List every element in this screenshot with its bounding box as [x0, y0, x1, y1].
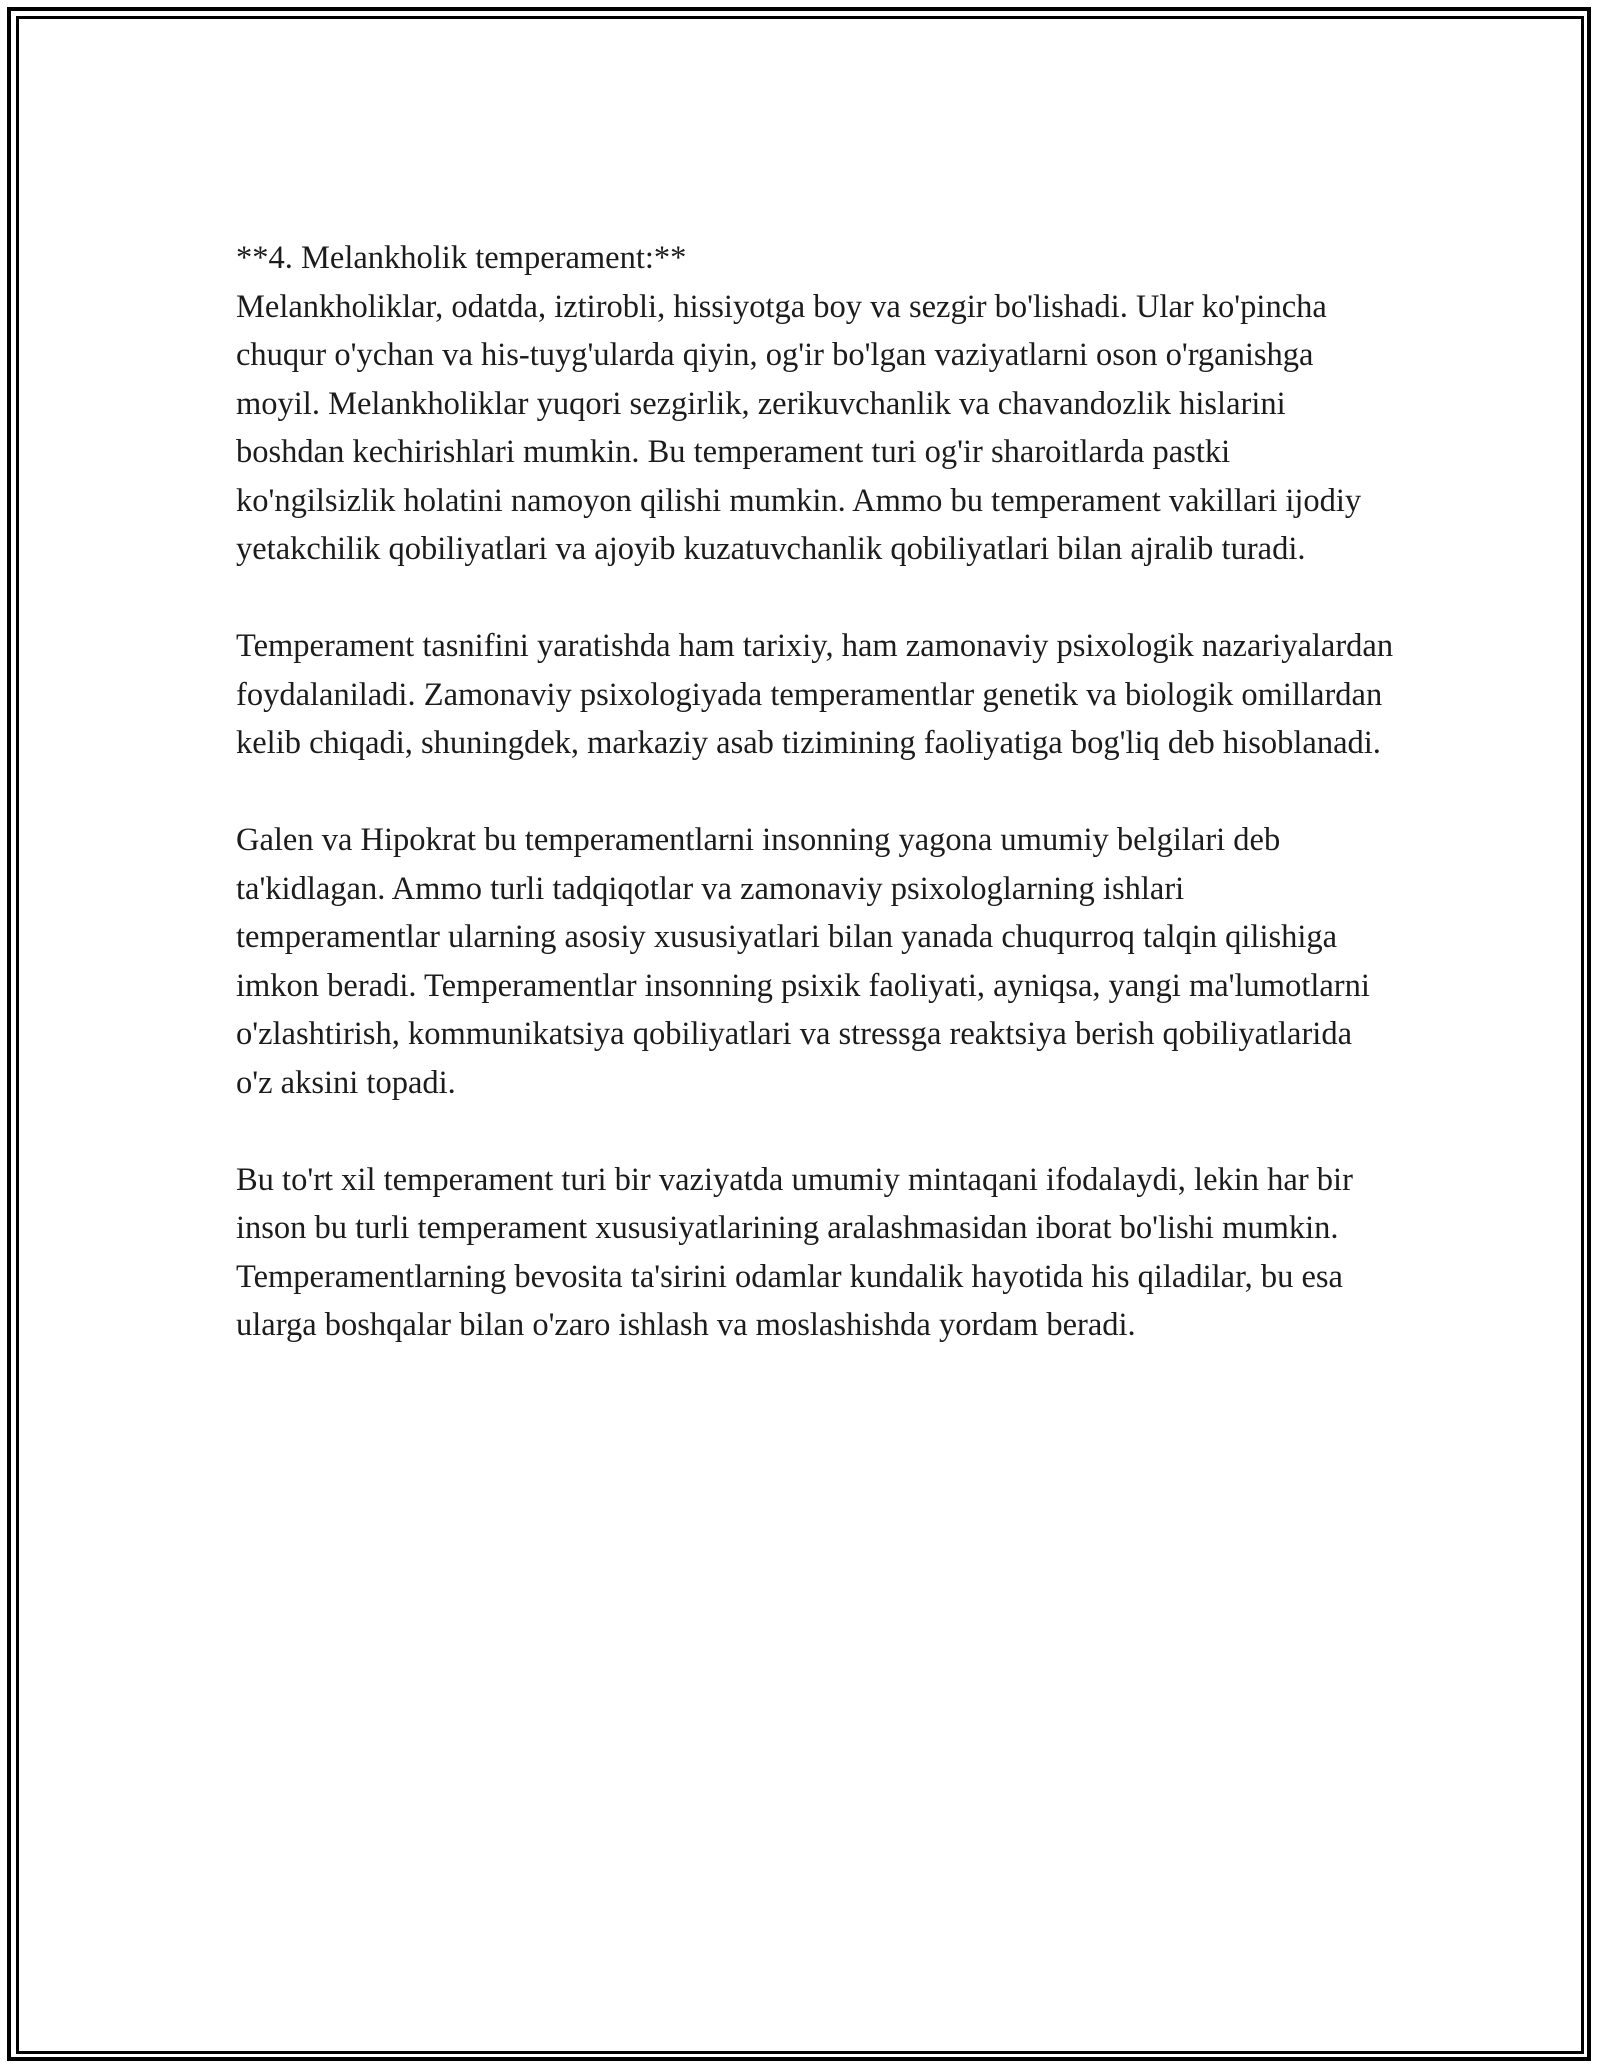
- paragraph-classification: Temperament tasnifini yaratishda ham tarixiy, ham zamonaviy psixologik nazariyalardan foydalaniladi. Zamonaviy psixologiyada temperamentlar genetik va biologik omillardan kelib chiqadi, shuningdek, markaziy asab tizimining faoliyatiga bog'liq deb hisoblanadi.: [236, 628, 1394, 761]
- paragraph-spacer: [236, 1107, 1396, 1156]
- paragraph-melankholik: Melankholiklar, odatda, iztirobli, hissiyotga boy va sezgir bo'lishadi. Ular ko'pincha chuqur o'ychan va his-tuyg'ularda qiyin, og'ir bo'lgan vaziyatlarni oson o'rganishga moyil. Melankholiklar yuqori sezgirlik, zerikuvchanlik va chavandozlik hislarini boshdan kechirishlari mumkin. Bu temperament turi og'ir sharoitlarda pastki ko'ngilsizlik holatini namoyon qilishi mumkin. Ammo bu temperament vakillari ijodiy yetakchilik qobiliyatlari va ajoyib kuzatuvchanlik qobiliyatlari bilan ajralib turadi.: [236, 288, 1362, 567]
- document-body: [236, 234, 1396, 1350]
- paragraph-spacer: [236, 574, 1396, 623]
- paragraph-four-types: Bu to'rt xil temperament turi bir vaziyatda umumiy mintaqani ifodalaydi, lekin har bir inson bu turli temperament xususiyatlarining aralashmasidan iborat bo'lishi mumkin. Temperamentlarning bevosita ta'sirini odamlar kundalik hayotida his qiladilar, bu esa ularga boshqalar bilan o'zaro ishlash va moslashishda yordam beradi.: [236, 1161, 1353, 1343]
- paragraph-spacer: [236, 768, 1396, 817]
- paragraph-galen-hipokrat: Galen va Hipokrat bu temperamentlarni insonning yagona umumiy belgilari deb ta'kidlagan. Ammo turli tadqiqotlar va zamonaviy psixologlarning ishlari temperamentlar ularning asosiy xususiyatlari bilan yanada chuqurroq talqin qilishiga imkon beradi. Temperamentlar insonning psixik faoliyati, ayniqsa, yangi ma'lumotlarni o'zlashtirish, kommunikatsiya qobiliyatlari va stressga reaktsiya berish qobiliyatlarida o'z aksini topadi.: [236, 822, 1370, 1101]
- section-heading: **4. Melankholik temperament:**: [236, 240, 687, 276]
